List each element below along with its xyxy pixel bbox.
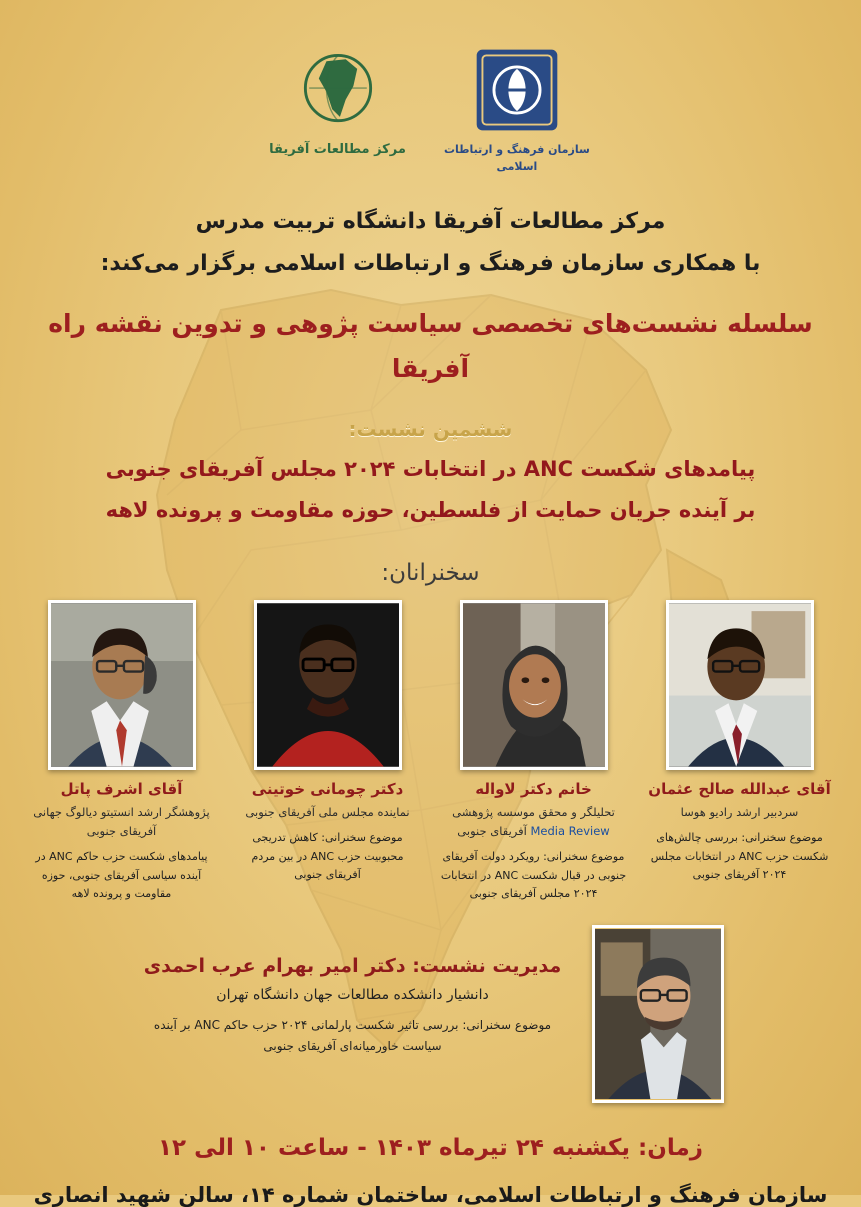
media-review-label: Media Review (530, 824, 610, 839)
icro-logo-caption: سازمان فرهنگ و ارتباطات اسلامی (444, 143, 590, 173)
speaker-topic: موضوع سخنرانی: بررسی چالش‌های شکست حزب ANC در انتخابات مجلس ۲۰۲۴ آفریقای جنوبی (650, 831, 829, 881)
moderator-title: مدیریت نشست: دکتر امیر بهرام عرب احمدی (143, 954, 562, 977)
moderator-photo (592, 925, 724, 1103)
moderator-topic: موضوع سخنرانی: بررسی تاثیر شکست پارلمانی ۲۰۲۴ حزب حاکم ANC بر آینده سیاست خاورمیانه‌ای آفریقای جنوبی (153, 1017, 552, 1054)
speaker-photo (254, 600, 402, 770)
speaker-photo (666, 600, 814, 770)
speaker-role: پژوهشگر ارشد انستیتو دیالوگ جهانی آفریقای جنوبی (33, 805, 210, 839)
moderator-affiliation: دانشیار دانشکده مطالعات جهان دانشگاه تهران (216, 986, 489, 1003)
logo-africa-center-block (269, 42, 406, 157)
speaker-role: نماینده مجلس ملی آفریقای جنوبی (245, 805, 410, 820)
speaker-card (29, 600, 215, 902)
speaker-name: خانم دکتر لاواله (475, 780, 592, 799)
event-datetime: زمان: یکشنبه ۲۴ تیرماه ۱۴۰۳ - ساعت ۱۰ الی ۱۲ (157, 1134, 703, 1161)
speaker-name: آقای اشرف پاتل (60, 780, 183, 799)
moderator-section (26, 925, 835, 1103)
speaker-photo (460, 600, 608, 770)
host-heading (26, 201, 835, 285)
speaker-role-line-1: تحلیلگر و محقق موسسه پژوهشی (452, 805, 615, 820)
series-title: سلسله نشست‌های تخصصی سیاست پژوهی و تدوین نقشه راه آفریقا (48, 308, 813, 383)
speaker-card (441, 600, 627, 902)
speaker-role: سردبیر ارشد رادیو هوسا (680, 805, 799, 820)
speaker-topic: موضوع سخنرانی: رویکرد دولت آفریقای جنوبی در قبال شکست ANC در انتخابات ۲۰۲۴ مجلس آفریقای جنوبی (440, 850, 627, 900)
event-location: سازمان فرهنگ و ارتباطات اسلامی، ساختمان شماره ۱۴، سالن شهید انصاری (33, 1182, 828, 1207)
logo-icro-block (442, 42, 592, 175)
speaker-role-line-2: آفریقای جنوبی (457, 824, 527, 839)
africa-center-emblem-icon (290, 42, 386, 138)
speaker-card (235, 600, 421, 902)
speaker-name: آقای عبدالله صالح عثمان (648, 780, 831, 799)
session-title (26, 449, 835, 531)
speaker-card (647, 600, 833, 902)
icro-emblem-icon (469, 42, 565, 138)
speaker-name: دکتر چومانی خوتینی (251, 780, 404, 799)
session-title-line-1: پیامدهای شکست ANC در انتخابات ۲۰۲۴ مجلس آفریقای جنوبی (105, 456, 756, 481)
session-number-label: ششمین نشست: (348, 416, 513, 441)
host-line-1: مرکز مطالعات آفریقا دانشگاه تربیت مدرس (195, 209, 666, 234)
session-title-line-2: بر آینده جریان حمایت از فلسطین، حوزه مقاومت و پرونده لاهه (105, 497, 756, 522)
speakers-row (26, 600, 835, 902)
speaker-topic: موضوع سخنرانی: کاهش تدریجی محبوبیت حزب ANC در بین مردم آفریقای جنوبی (251, 831, 404, 881)
speakers-section-label: سخنرانان: (381, 560, 480, 587)
speaker-topic: پیامدهای شکست حزب حاکم ANC در آینده سیاسی آفریقای جنوبی، حوزه مقاومت و پرونده لاهه (35, 850, 208, 900)
speaker-role (441, 803, 627, 841)
africa-center-logo-caption: مرکز مطالعات آفریقا (269, 142, 406, 157)
speaker-photo (48, 600, 196, 770)
logo-row (26, 0, 835, 175)
moderator-text (138, 925, 568, 1058)
host-line-2: با همکاری سازمان فرهنگ و ارتباطات اسلامی برگزار می‌کند: (100, 250, 761, 276)
